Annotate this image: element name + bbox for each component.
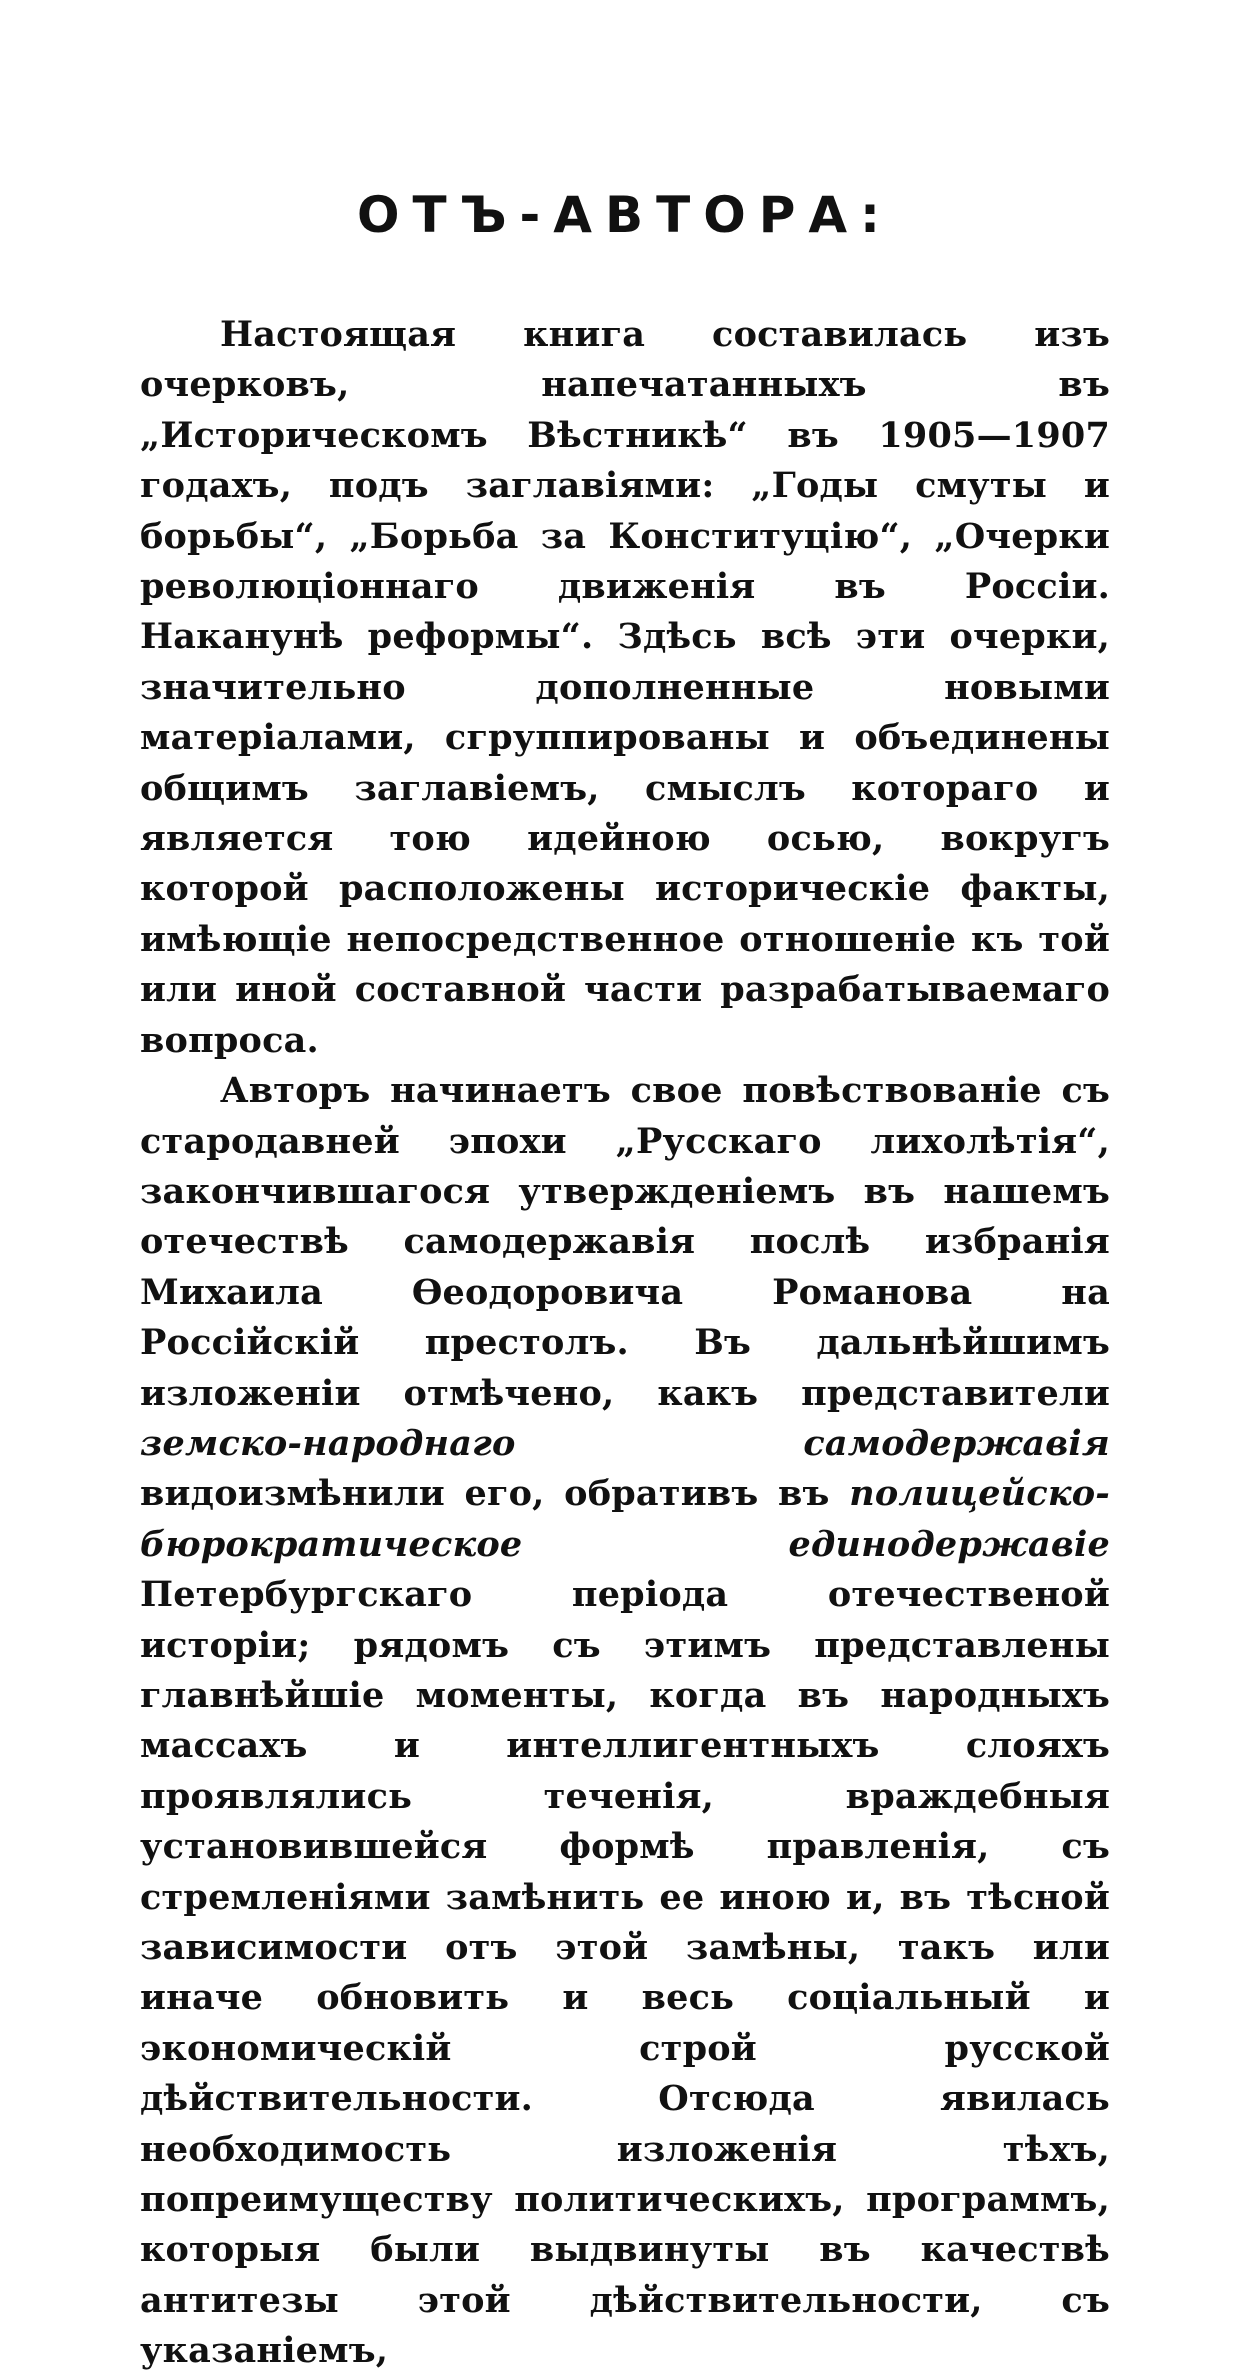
- paragraph-2: [140, 1066, 1110, 2377]
- paragraph-2-text-1: Авторъ начинаетъ свое повѣствованіе съ стародавней эпохи „Русскаго лихолѣтія“, закончившагося утвержденіемъ въ нашемъ отечествѣ самодержавія послѣ избранія Михаила Ѳеодоровича Романова на Россійскій престолъ. Въ дальнѣйшимъ изложеніи отмѣчено, какъ представители: [140, 1070, 1110, 1414]
- paragraph-2-emphasis-1: земско-народнаго самодержавія: [140, 1422, 1110, 1464]
- paragraph-1: Настоящая книга составилась изъ очерковъ, напечатанныхъ въ „Историческомъ Вѣстникѣ“ въ 1905—1907 годахъ, подъ заглавіями: „Годы смуты и борьбы“, „Борьба за Конституцію“, „Очерки революціоннаго движенія въ Россіи. Наканунѣ реформы“. Здѣсь всѣ эти очерки, значительно дополненные новыми матеріалами, сгруппированы и объединены общимъ заглавіемъ, смыслъ котораго и является тою идейною осью, вокругъ которой расположены историческіе факты, имѣющіе непосредственное отношеніе къ той или иной составной части разрабатываемаго вопроса.: [140, 314, 1110, 1061]
- paragraph-2-text-3: Петербургскаго періода отечественой исторіи; рядомъ съ этимъ представлены главнѣйшіе моменты, когда въ народныхъ массахъ и интеллигентныхъ слояхъ проявлялись теченія, враждебныя установившейся формѣ правленія, съ стремленіями замѣнить ее иною и, въ тѣсной зависимости отъ этой замѣны, такъ или иначе обновить и весь соціальный и экономическій строй русской дѣйствительности. Отсюда явилась необходимость изложенія тѣхъ, попреимуществу политическихъ, программъ, которыя были выдвинуты въ качествѣ антитезы этой дѣйствительности, съ указаніемъ,: [140, 1574, 1110, 2372]
- paragraph-2-emphasis-2: полицейско-бюрократическое единодержавіе: [140, 1473, 1110, 1565]
- paragraph-2-text-2: видоизмѣнили его, обративъ въ: [140, 1473, 850, 1515]
- document-page: [140, 180, 1110, 2377]
- page-title: ОТЪ-АВТОРА:: [356, 186, 894, 244]
